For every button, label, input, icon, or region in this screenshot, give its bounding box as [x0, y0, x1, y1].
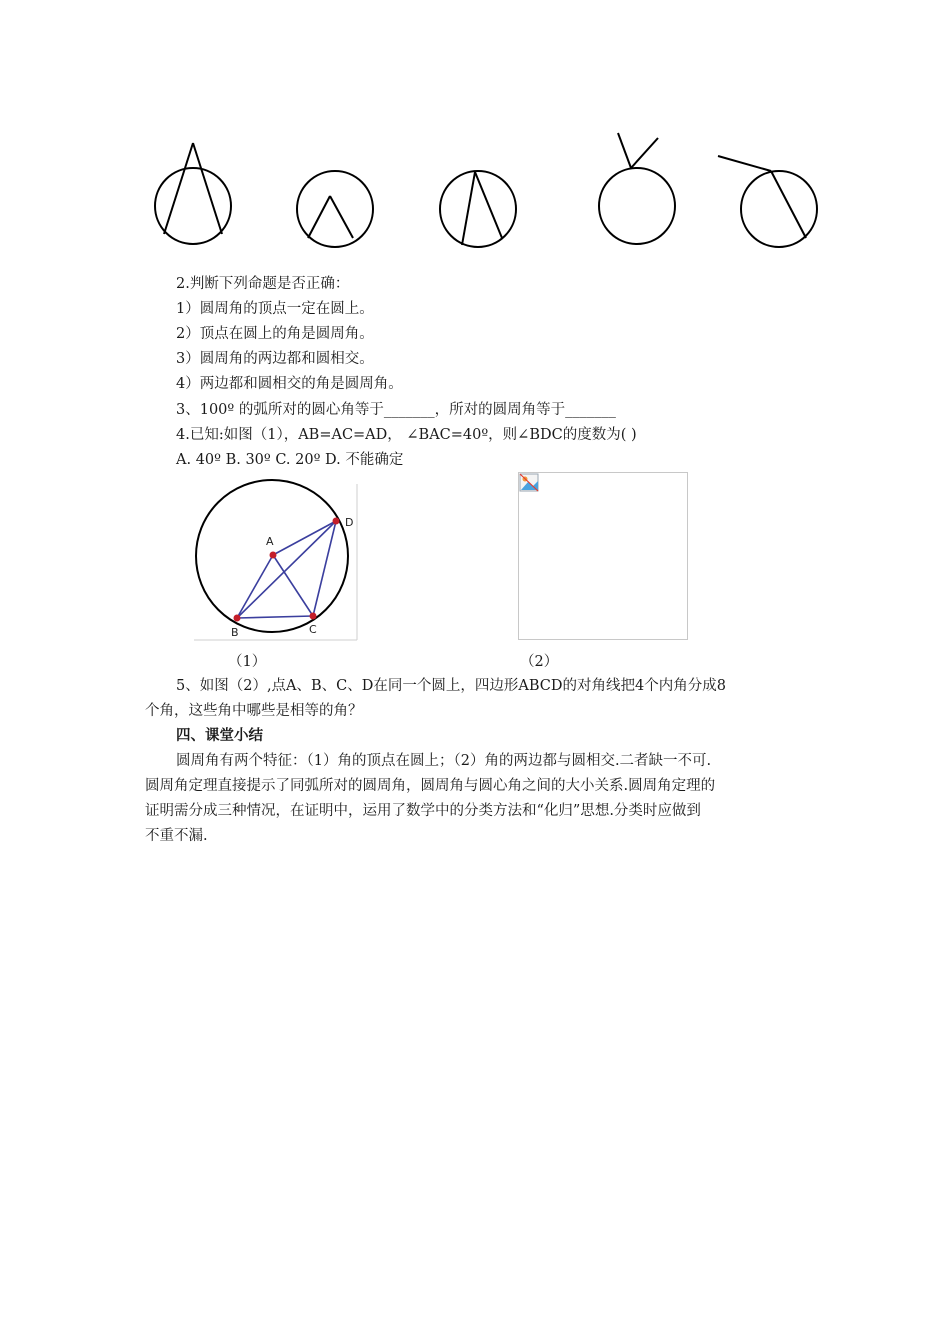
question2-title: 2.判断下列命题是否正确： — [176, 276, 350, 292]
question4-stem: 4.已知:如图（1），AB=AC=AD， ∠BAC=40º，则∠BDC的度数为( ) — [176, 427, 637, 443]
diagram-1 — [155, 143, 231, 244]
question2-item-4: 4）两边都和圆相交的角是圆周角。 — [176, 376, 403, 392]
summary-line-4: 不重不漏. — [145, 828, 208, 844]
label-a: A — [266, 535, 274, 548]
figure-2-label: （2） — [520, 654, 559, 670]
question4-options: A. 40º B. 30º C. 20º D. 不能确定 — [176, 452, 404, 468]
angle-diagrams-row — [0, 0, 950, 270]
figure-2-frame — [518, 472, 688, 640]
point-c — [310, 613, 317, 620]
label-d: D — [345, 516, 354, 529]
summary-line-2: 圆周角定理直接提示了同弧所对的圆周角，圆周角与圆心角之间的大小关系.圆周角定理的 — [145, 778, 716, 794]
diagram-4 — [599, 133, 675, 244]
point-a — [270, 552, 277, 559]
diagram-5 — [718, 156, 817, 247]
question2-item-1: 1）圆周角的顶点一定在圆上。 — [176, 301, 374, 317]
question3: 3、100º 的弧所对的圆心角等于_______，所对的圆周角等于_______ — [176, 402, 616, 418]
summary-heading: 四、课堂小结 — [176, 727, 263, 744]
label-c: C — [309, 623, 317, 636]
question5-line-2: 个角，这些角中哪些是相等的角？ — [145, 703, 363, 719]
point-b — [234, 615, 241, 622]
question2-item-2: 2）顶点在圆上的角是圆周角。 — [176, 326, 374, 342]
question5-line-1: 5、如图（2）,点A、B、C、D在同一个圆上，四边形ABCD的对角线把4个内角分成8 — [176, 678, 726, 694]
point-d — [333, 518, 340, 525]
figure-1 — [192, 476, 362, 646]
question2-item-3: 3）圆周角的两边都和圆相交。 — [176, 351, 374, 367]
diagram-3 — [440, 171, 516, 247]
diagram-2 — [297, 171, 373, 247]
summary-line-1: 圆周角有两个特征：（1）角的顶点在圆上；（2）角的两边都与圆相交.二者缺一不可. — [176, 753, 712, 769]
summary-line-3: 证明需分成三种情况，在证明中，运用了数学中的分类方法和“化归”思想.分类时应做到 — [145, 803, 701, 819]
broken-image-icon — [519, 473, 541, 493]
figure-1-label: （1） — [228, 654, 267, 670]
label-b: B — [231, 626, 239, 639]
